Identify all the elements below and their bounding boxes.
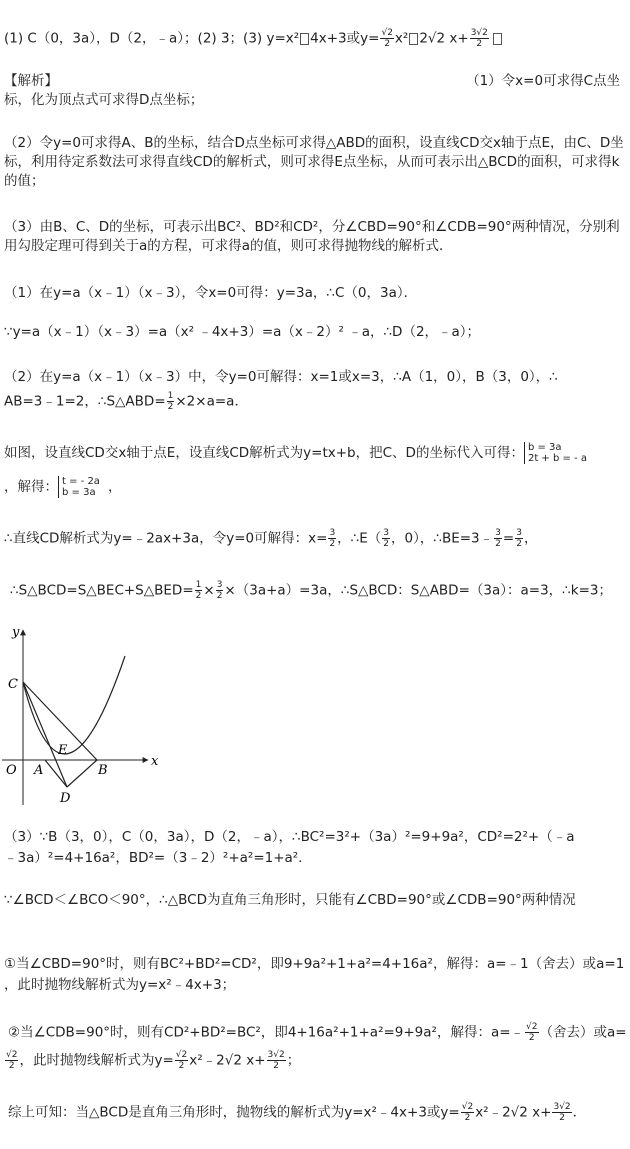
missing-glyph-box [300, 33, 309, 45]
part3-line3: ∵∠BCD＜∠BCO＜90°，∴△BCD为直角三角形时，只能有∠CBD=90°或∠CDB=90°两种情况 [4, 892, 576, 908]
parabola-figure [0, 620, 175, 810]
label-A: A [34, 763, 44, 778]
segment-CD [23, 682, 67, 787]
part3-line5: ，此时抛物线解析式为y=x²﹣4x+3； [4, 977, 236, 993]
segment-AD [45, 760, 67, 787]
fraction: $\frac{3√2}{2}$ [267, 1050, 285, 1071]
solution-line8: ∴S△BCD=S△BEC+S△BED= $\frac{1}{2}$ × $\frac{3}{2}$ ×（3a+a）=3a，∴S△BCD：S△ABD=（3a）：a=3，∴k=3； [10, 580, 612, 601]
part3-conclusion: 综上可知：当△BCD是直角三角形时，抛物线的解析式为y=x²﹣4x+3或y= $\frac{√2}{2}$ x²﹣2√2 x+ $\frac{3√2}{2}$ ． [8, 1102, 587, 1123]
answer-line [4, 28, 626, 49]
missing-glyph-box [409, 33, 418, 45]
equation-system: b = 3a 2t + b = - a [524, 442, 587, 464]
analysis-header-row [4, 72, 626, 91]
label-E: E [58, 743, 68, 758]
answer-part3: x² [394, 30, 409, 47]
fraction: $\frac{√2}{2}$ [6, 1050, 18, 1071]
label-C: C [8, 677, 18, 692]
fraction: $\frac{3√2}{2}$ [553, 1102, 571, 1123]
part3-line6: ②当∠CDB=90°时，则有CD²+BD²=BC²，即4+16a²+1+a²=9+9a²，解得：a=﹣ $\frac{√2}{2}$ （舍去）或a= [8, 1022, 627, 1043]
fraction: $\frac{3√2}{2}$ [470, 28, 488, 49]
fraction: $\frac{3}{2}$ [516, 528, 522, 549]
fraction: $\frac{3}{2}$ [216, 580, 223, 601]
solution-line4: AB=3﹣1=2，∴S△ABD= $\frac{1}{2}$ ×2×a=a． [4, 391, 248, 412]
equation-system: t = - 2a b = 3a [58, 476, 100, 498]
fraction: $\frac{1}{2}$ [167, 391, 174, 412]
solution-line6: ，解得： t = - 2a b = 3a ， [4, 476, 122, 498]
label-O: O [6, 763, 17, 778]
analysis-intro-right: （1）令x=0可求得C点坐 [466, 73, 620, 89]
fraction: $\frac{√2}{2}$ [461, 1102, 474, 1123]
part3-line7: $\frac{√2}{2}$ ，此时抛物线解析式为y= $\frac{√2}{2}$ x²﹣2√2 x+ $\frac{3√2}{2}$ ； [6, 1050, 301, 1071]
fraction: $\frac{√2}{2}$ [526, 1022, 538, 1043]
analysis-header: 【解析】 [4, 73, 58, 89]
solution-line1: （1）在y=a（x﹣1）（x﹣3），令x=0可得：y=3a，∴C（0，3a）． [4, 285, 418, 301]
label-D: D [60, 791, 71, 806]
fraction: $\frac{3}{2}$ [383, 528, 390, 549]
solution-line7: ∴直线CD解析式为y=﹣2ax+3a，令y=0可解得：x= $\frac{3}{2}$ ，∴E（ $\frac{3}{2}$ ，0），∴BE=3﹣ $\frac{3}{2}$ = $\frac{3}{2}$ ， [4, 528, 538, 549]
fraction: $\frac{√2}{2}$ [175, 1050, 188, 1071]
missing-glyph-box [493, 33, 502, 45]
analysis-part2: （2）令y=0可求得A、B的坐标，结合D点坐标可求得△ABD的面积，设直线CD交x轴于点E，由C、D坐标，利用待定系数法可求得直线CD的解析式，则可求得E点坐标，从而可表示出△BCD的面积，可求得k的值； [4, 135, 624, 189]
analysis-intro-left: 标，化为顶点式可求得D点坐标； [4, 92, 204, 108]
segment-BD [67, 760, 97, 787]
label-B: B [98, 763, 108, 778]
analysis-part3: （3）由B、C、D的坐标，可表示出BC²、BD²和CD²，分∠CBD=90°和∠CDB=90°两种情况，分别利用勾股定理可得到关于a的方程，可求得a的值，则可求得抛物线的解析式． [4, 219, 620, 254]
solution-line5: 如图，设直线CD交x轴于点E，设直线CD解析式为y=tx+b，把C、D的坐标代入可得： b = 3a 2t + b = - a [4, 442, 587, 464]
answer-part2: 4x+3或y= [310, 30, 380, 47]
fraction: $\frac{√2}{2}$ [381, 28, 393, 49]
fraction: $\frac{3}{2}$ [495, 528, 501, 549]
label-y: y [12, 625, 20, 640]
label-x: x [151, 754, 159, 769]
answer-part4: 2√2 x+ [419, 30, 469, 47]
solution-line3: （2）在y=a（x﹣1）（x﹣3）中，令y=0可解得：x=1或x=3，∴A（1，0），B（3，0），∴ [4, 369, 558, 385]
fraction: $\frac{1}{2}$ [195, 580, 202, 601]
answer-part1: (1) C（0，3a），D（2，﹣a）；(2) 3；(3) y=x² [4, 30, 300, 47]
fraction: $\frac{3}{2}$ [329, 528, 336, 549]
solution-line2: ∵y=a（x﹣1）（x﹣3）=a（x² ﹣4x+3）=a（x﹣2）² ﹣a，∴D（2，﹣a）； [4, 324, 481, 340]
part3-line1: （3）∵B（3，0），C（0，3a），D（2，﹣a），∴BC²=3²+（3a）²=9+9a²，CD²=2²+（﹣a [4, 829, 575, 845]
parabola-curve [23, 656, 125, 754]
part3-line2: ﹣3a）²=4+16a²，BD²=（3﹣2）²+a²=1+a²． [4, 850, 312, 866]
part3-line4: ①当∠CBD=90°时，则有BC²+BD²=CD²，即9+9a²+1+a²=4+16a²，解得：a=﹣1（舍去）或a=1 [4, 956, 625, 972]
